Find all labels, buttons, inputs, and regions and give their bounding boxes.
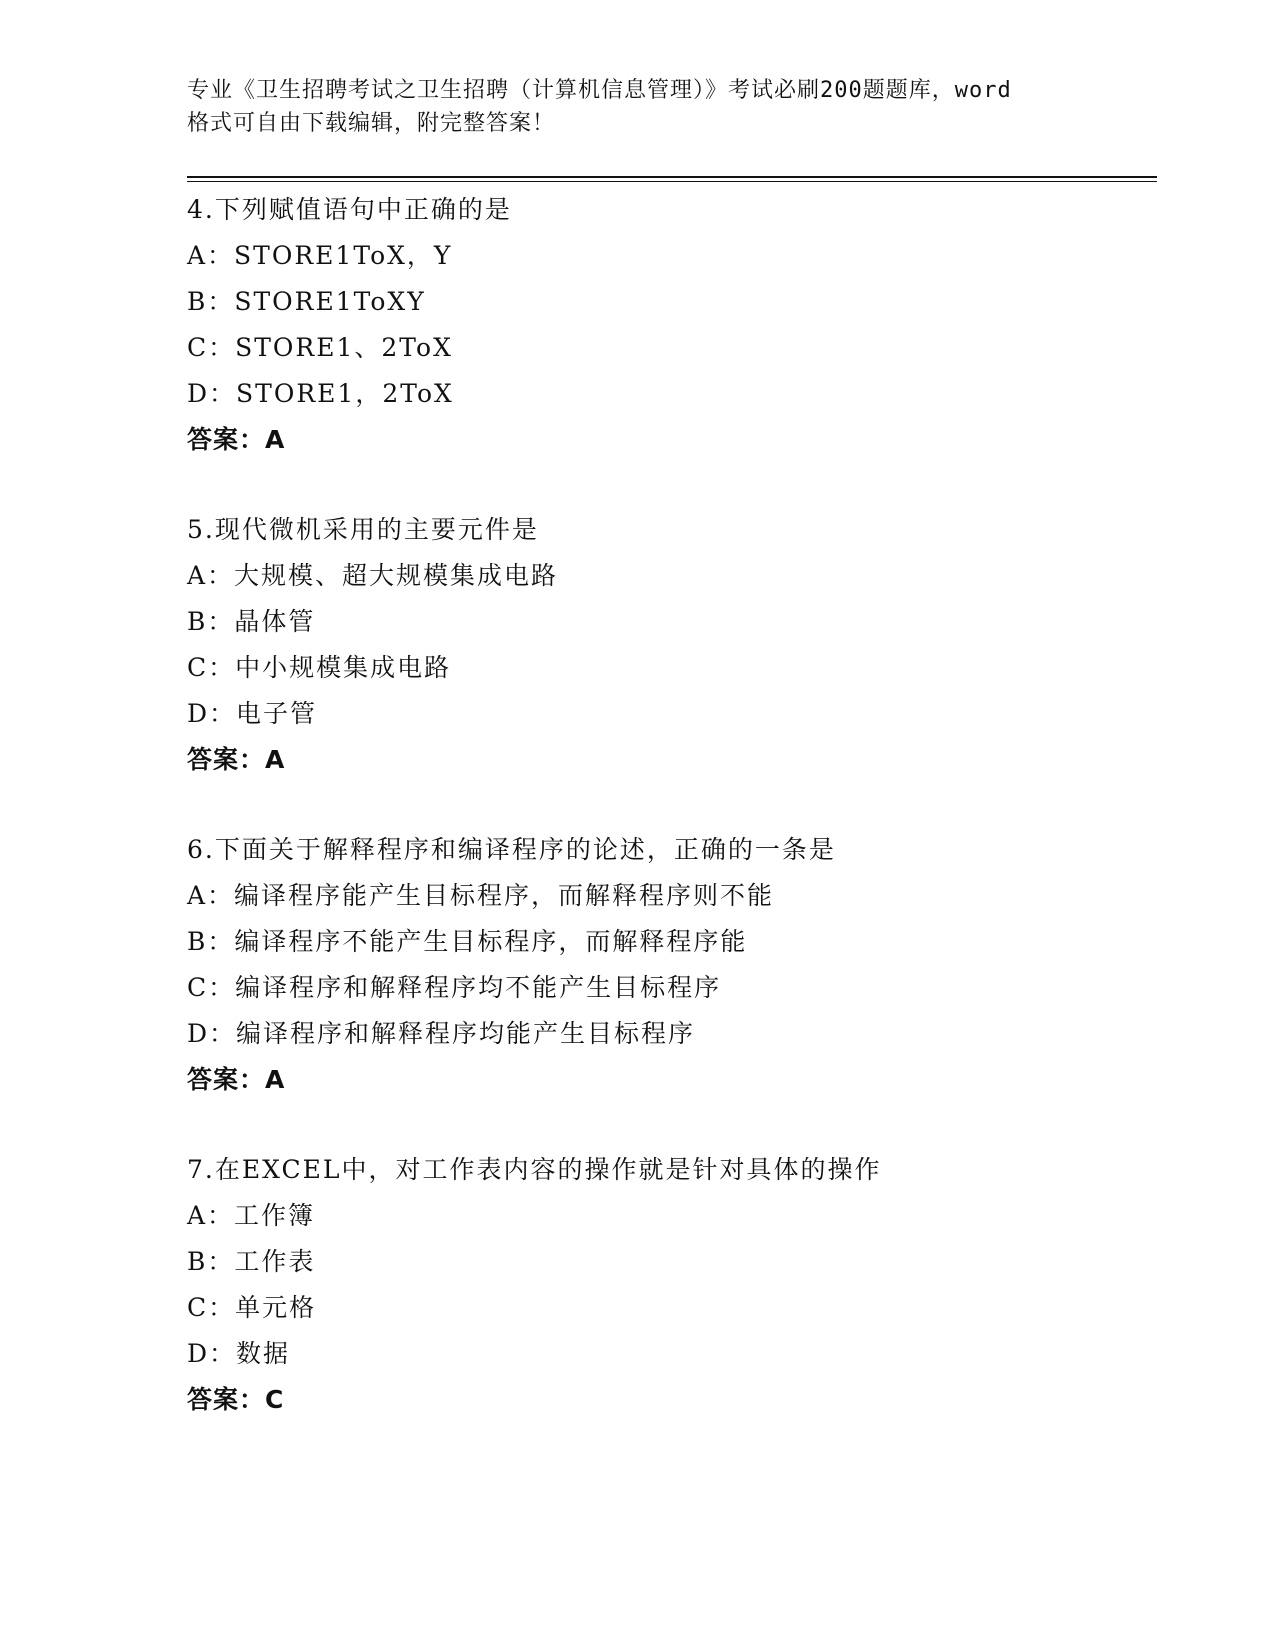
option-c: C：单元格: [187, 1293, 317, 1322]
question-item: [187, 507, 1167, 783]
option-b: B：晶体管: [187, 607, 316, 636]
answer-line: 答案：C: [187, 1385, 285, 1414]
answer-line: 答案：A: [187, 1065, 286, 1094]
question-list: [187, 187, 1167, 1467]
answer-line: 答案：A: [187, 425, 286, 454]
option-c: C：中小规模集成电路: [187, 653, 452, 682]
answer-line: 答案：A: [187, 745, 286, 774]
header-divider-thin: [187, 181, 1157, 182]
option-d: D：STORE1，2ToX: [187, 379, 454, 408]
header-line-1: 专业《卫生招聘考试之卫生招聘（计算机信息管理）》考试必刷200题题库，word: [187, 78, 1012, 103]
header-divider-thick: [187, 176, 1157, 178]
question-item: [187, 187, 1167, 463]
option-a: A：工作簿: [187, 1201, 316, 1230]
option-b: B：编译程序不能产生目标程序，而解释程序能: [187, 927, 748, 956]
question-stem: 4.下列赋值语句中正确的是: [187, 195, 512, 224]
option-b: B：工作表: [187, 1247, 316, 1276]
header-line-2: 格式可自由下载编辑，附完整答案！: [187, 111, 556, 136]
option-a: A：大规模、超大规模集成电路: [187, 561, 559, 590]
option-c: C：STORE1、2ToX: [187, 333, 453, 362]
option-d: D：电子管: [187, 699, 318, 728]
question-stem: 7.在EXCEL中，对工作表内容的操作就是针对具体的操作: [187, 1155, 882, 1184]
document-header: [187, 74, 1097, 140]
option-b: B：STORE1ToXY: [187, 287, 426, 316]
question-stem: 5.现代微机采用的主要元件是: [187, 515, 539, 544]
question-item: [187, 827, 1167, 1103]
option-d: D：编译程序和解释程序均能产生目标程序: [187, 1019, 696, 1048]
option-c: C：编译程序和解释程序均不能产生目标程序: [187, 973, 722, 1002]
question-stem: 6.下面关于解释程序和编译程序的论述，正确的一条是: [187, 835, 836, 864]
option-a: A：STORE1ToX，Y: [187, 241, 453, 270]
option-d: D：数据: [187, 1339, 291, 1368]
question-item: [187, 1147, 1167, 1423]
option-a: A：编译程序能产生目标程序，而解释程序则不能: [187, 881, 775, 910]
